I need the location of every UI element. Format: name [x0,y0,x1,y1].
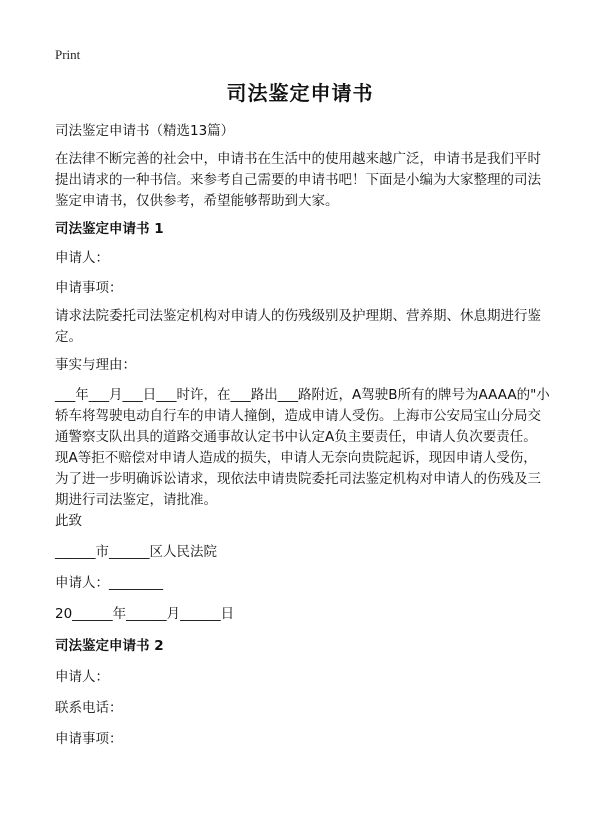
section-1-closing: 此致 [55,513,82,529]
print-label: Print [55,47,81,62]
section-1-matters-label: 申请事项： [55,280,123,296]
section-1-matters-body: 请求法院委托司法鉴定机构对申请人的伤残级别及护理期、营养期、休息期进行鉴定。 [55,308,541,345]
intro-paragraph: 在法律不断完善的社会中，申请书在生活中的使用越来越广泛，申请书是我们平时提出请求的一种书信。来参考自己需要的申请书吧！下面是小编为大家整理的司法鉴定申请书，仅供参考，希望能够帮助到大家。 [55,151,541,209]
section-1-facts-label: 事实与理由： [55,357,136,373]
section-2-matters-label: 申请事项： [55,731,123,747]
section-1-court: ______市______区人民法院 [55,544,217,560]
section-2-applicant: 申请人： [55,669,109,685]
section-2-heading: 司法鉴定申请书 2 [55,638,164,654]
section-1-signature: 申请人：________ [55,575,163,591]
section-1-facts-body: ___年___月___日___时许，在___路出___路附近，A驾驶B所有的牌号为AAAA的"小轿车将驾驶电动自行车的申请人撞倒，造成申请人受伤。上海市公安局宝山分局交通警察支队出具的道路交通事故认定书中认定A负主要责任，申请人负次要责任。现A等拒不赔偿对申请人造成的损失，申请人无奈向贵院起诉，现因申请人受伤，为了进一步明确诉讼请求，现依法申请贵院委托司法鉴定机构对申请人的伤残及三期进行司法鉴定，请批准。 [55,387,550,508]
section-2-phone: 联系电话： [55,700,123,716]
section-1-heading: 司法鉴定申请书 1 [55,221,164,237]
page-title: 司法鉴定申请书 [226,81,374,105]
document-subtitle: 司法鉴定申请书（精选13篇） [55,123,235,139]
section-1-applicant: 申请人： [55,250,109,266]
section-1-date: 20______年______月______日 [55,606,235,622]
